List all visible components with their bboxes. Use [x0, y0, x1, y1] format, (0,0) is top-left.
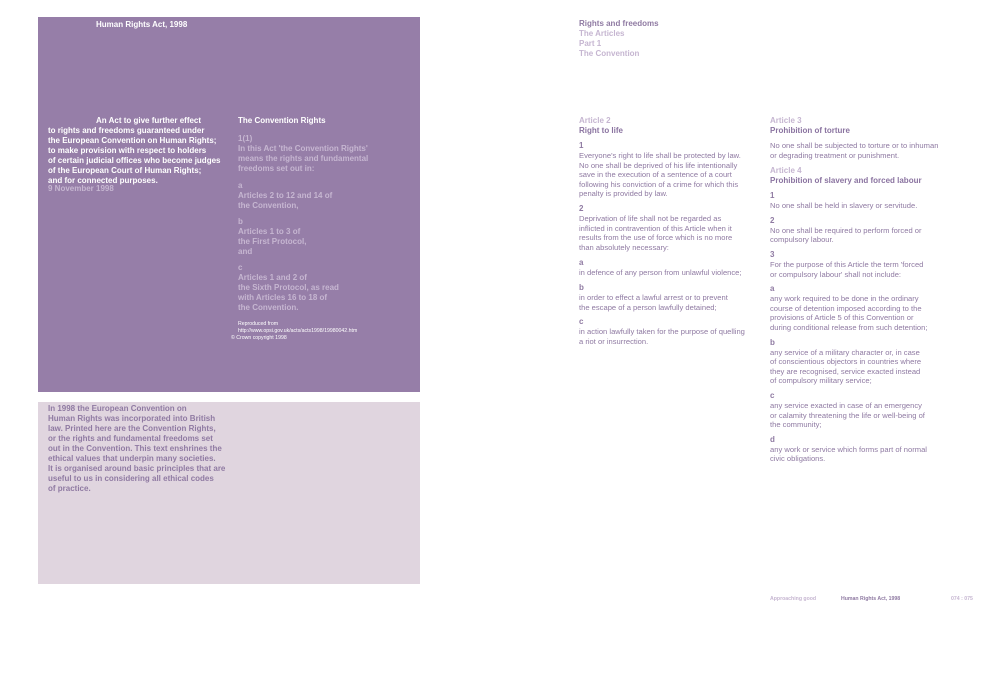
article-2-item-a-label: a	[579, 258, 584, 268]
convention-item-c-text: Articles 1 and 2 of the Sixth Protocol, as read with Articles 16 to 18 of the Convention.	[238, 273, 339, 312]
convention-rights-block	[238, 116, 413, 334]
article-3-text: No one shall be subjected to torture or to inhuman or degrading treatment or punishment.	[770, 141, 939, 160]
convention-item-b-text: Articles 1 to 3 of the First Protocol, and	[238, 227, 307, 256]
article-2	[579, 116, 759, 346]
article-4-item-b-text: any service of a military character or, in case of conscientious objectors in countries where they are recognised, service exacted instead of compulsory military service;	[770, 347, 922, 386]
nav-item-convention: The Convention	[579, 49, 640, 58]
article-4-item-c-text: any service exacted in case of an emergency or calamity threatening the life or well-being of the community;	[770, 400, 925, 430]
convention-item-a-text: Articles 2 to 12 and 14 of the Convention,	[238, 191, 333, 210]
convention-item-a-label: a	[238, 181, 243, 190]
article-4-label: Article 4	[770, 166, 802, 176]
article-2-item-b-label: b	[579, 282, 584, 292]
article-4-p2: No one shall be required to perform forced or compulsory labour.	[770, 225, 922, 245]
nav-title: Rights and freedoms	[579, 19, 659, 28]
article-4-p2-num: 2	[770, 215, 775, 225]
nav-item-articles: The Articles	[579, 29, 625, 38]
article-2-p1-num: 1	[579, 141, 584, 150]
article-2-label: Article 2	[579, 116, 611, 125]
convention-heading: The Convention Rights	[238, 116, 326, 125]
article-4-p3-num: 3	[770, 249, 775, 259]
article-3-label: Article 3	[770, 116, 802, 125]
copyright: © Crown copyright 1998	[231, 335, 287, 341]
footer-section: Approaching good	[770, 596, 817, 602]
article-2-item-c-text: in action lawfully taken for the purpose of quelling a riot or insurrection.	[579, 327, 745, 346]
article-2-p1: Everyone's right to life shall be protected by law. No one shall be deprived of his life intentionally save in the execution of a sentence of a court following his conviction of a crime for which this penalty is provided by law.	[579, 151, 741, 199]
clause-number: 1(1)	[238, 134, 253, 143]
article-4-p3: For the purpose of this Article the term 'forced or compulsory labour' shall not include:	[770, 259, 924, 279]
convention-item-c-label: c	[238, 263, 243, 272]
article-2-item-a-text: in defence of any person from unlawful violence;	[579, 268, 742, 278]
convention-item-b-label: b	[238, 217, 243, 226]
act-intro: An Act to give further effect to rights and freedoms guaranteed under the European Convention on Human Rights; to make provision with respect to holders of certain judicial offices who become judges of the European Court of Human Rights; and for connected purposes.	[48, 116, 221, 185]
footer-page-numbers: 074 : 075	[951, 596, 973, 602]
article-4-item-a-text: any work required to be done in the ordinary course of detention imposed according to the provisions of Article 5 of this Convention or during conditional release from such detention;	[770, 294, 928, 332]
nav-item-part1: Part 1	[579, 39, 602, 48]
article-4-item-d-text: any work or service which forms part of normal civic obligations.	[770, 444, 927, 464]
article-2-p2: Deprivation of life shall not be regarded as inflicted in contravention of this Article when it results from the use of force which is no more than absolutely necessary:	[579, 213, 733, 252]
articles-3-4	[770, 116, 970, 464]
article-4-item-c-label: c	[770, 390, 775, 400]
clause-text: In this Act 'the Convention Rights' means the rights and fundamental freedoms set out in:	[238, 144, 369, 173]
article-4-item-d-label: d	[770, 434, 775, 444]
article-2-item-c-label: c	[579, 317, 584, 327]
incorporation-note: In 1998 the European Convention on Human Rights was incorporated into British law. Printed here are the Convention Rights, or the rights and fundamental freedoms set out in the Convention. This text enshrines the ethical values that underpin many societies. It is organised around basic principles that are useful to us in considering all ethical codes of practice.	[48, 404, 226, 493]
article-4-title: Prohibition of slavery and forced labour	[770, 176, 922, 186]
article-2-p2-num: 2	[579, 203, 584, 213]
article-4-p1: No one shall be held in slavery or servitude.	[770, 201, 918, 211]
article-2-title: Right to life	[579, 126, 623, 135]
footer-book-title: Human Rights Act, 1998	[841, 596, 901, 602]
act-title: Human Rights Act, 1998	[96, 20, 188, 29]
article-3-title: Prohibition of torture	[770, 126, 850, 135]
nav-breadcrumb	[579, 19, 659, 59]
reproduced-label: Reproduced from	[238, 321, 279, 327]
source-url: http://www.opsi.gov.uk/acts/acts1998/19980042.htm	[238, 327, 358, 334]
article-2-item-b-text: in order to effect a lawful arrest or to prevent the escape of a person lawfully detained;	[579, 292, 728, 312]
act-date: 9 November 1998	[48, 184, 114, 193]
article-4-p1-num: 1	[770, 191, 775, 201]
article-4-item-b-label: b	[770, 337, 775, 347]
article-4-item-a-label: a	[770, 284, 775, 294]
